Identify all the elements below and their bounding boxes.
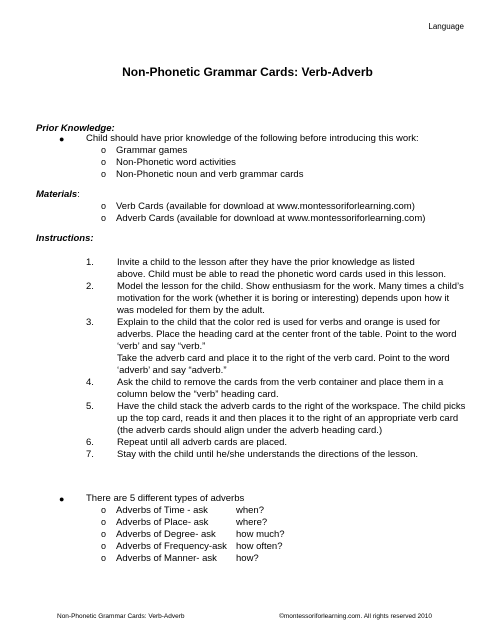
step-number: 2.	[86, 281, 94, 292]
adverb-type-label: Adverbs of Frequency-ask	[116, 541, 227, 552]
materials-heading	[36, 189, 80, 200]
adverb-type-label: Adverbs of Time - ask	[116, 505, 208, 516]
adverb-type-label: Adverbs of Place- ask	[116, 517, 209, 528]
circle-bullet-icon: o	[101, 505, 107, 515]
materials-heading-colon: :	[77, 189, 80, 200]
step-number: 4.	[86, 377, 94, 388]
adverb-type-question: how?	[236, 553, 259, 564]
materials-heading-text: Materials	[36, 189, 78, 200]
instruction-step	[117, 437, 467, 449]
instruction-step	[117, 257, 467, 281]
step-line: Repeat until all adverb cards are placed.	[117, 437, 288, 448]
instructions-heading: Instructions:	[36, 233, 94, 244]
circle-bullet-icon: o	[101, 553, 107, 563]
step-line: was modeled for them by the adult.	[117, 305, 265, 316]
step-line: Model the lesson for the child. Show enthusiasm for the work. Many times a child’s	[117, 281, 464, 292]
list-item: Grammar games	[116, 145, 188, 156]
step-line: up the top card, reads it and then places it to the right of an appropriate verb card	[117, 413, 459, 424]
list-item: Adverb Cards (available for download at www.montessoriforlearning.com)	[116, 213, 426, 224]
step-number: 6.	[86, 437, 94, 448]
footer-copyright: ©montessoriforlearning.com. All rights reserved 2010	[279, 613, 432, 620]
instruction-step	[117, 401, 467, 437]
circle-bullet-icon: o	[101, 529, 107, 539]
adverb-type-label: Adverbs of Manner- ask	[116, 553, 217, 564]
step-line: adverbs. Place the heading card at the center front of the table. Point to the word	[117, 329, 457, 340]
circle-bullet-icon: o	[101, 213, 107, 223]
circle-bullet-icon: o	[101, 145, 107, 155]
instruction-step	[117, 377, 467, 401]
adverbs-intro: There are 5 different types of adverbs	[86, 493, 245, 504]
circle-bullet-icon: o	[101, 169, 107, 179]
adverb-type-question: how much?	[236, 529, 285, 540]
adverb-type-label: Adverbs of Degree- ask	[116, 529, 216, 540]
step-line: ‘verb’ and say “verb.”	[117, 341, 206, 352]
adverb-type-question: how often?	[236, 541, 283, 552]
step-line: Take the adverb card and place it to the right of the verb card. Point to the word	[117, 353, 450, 364]
step-number: 7.	[86, 449, 94, 460]
step-line: Have the child stack the adverb cards to the right of the workspace. The child picks	[117, 401, 466, 412]
adverb-type-question: where?	[236, 517, 268, 528]
prior-knowledge-heading: Prior Knowledge:	[36, 123, 115, 134]
page-title: Non-Phonetic Grammar Cards: Verb-Adverb	[122, 65, 373, 79]
step-number: 5.	[86, 401, 94, 412]
step-line: above. Child must be able to read the phonetic word cards used in this lesson.	[117, 269, 446, 280]
footer-title: Non-Phonetic Grammar Cards: Verb-Adverb	[57, 613, 185, 620]
prior-knowledge-intro: Child should have prior knowledge of the following before introducing this work:	[86, 133, 419, 144]
instruction-step	[117, 449, 467, 461]
step-line: Stay with the child until he/she understands the directions of the lesson.	[117, 449, 419, 460]
list-item: Verb Cards (available for download at www.montessoriforlearning.com)	[116, 201, 415, 212]
step-line: Invite a child to the lesson after they have the prior knowledge as listed	[117, 257, 415, 268]
section-label: Language	[428, 22, 464, 31]
step-line: column below the “verb” heading card.	[117, 389, 279, 400]
circle-bullet-icon: o	[101, 201, 107, 211]
step-line: motivation for the work (whether it is boring or interesting) depends upon how it	[117, 293, 450, 304]
instruction-step	[117, 281, 467, 317]
circle-bullet-icon: o	[101, 517, 107, 527]
step-line: (the adverb cards should align under the adverb heading card.)	[117, 425, 383, 436]
circle-bullet-icon: o	[101, 541, 107, 551]
instruction-step	[117, 317, 467, 377]
adverb-type-question: when?	[236, 505, 264, 516]
list-item: Non-Phonetic word activities	[116, 157, 236, 168]
step-number: 1.	[86, 257, 94, 268]
bullet-icon: ●	[59, 134, 65, 144]
list-item: Non-Phonetic noun and verb grammar cards	[116, 169, 304, 180]
step-line: Ask the child to remove the cards from the verb container and place them in a	[117, 377, 444, 388]
bullet-icon: ●	[59, 494, 65, 504]
step-line: ‘adverb’ and say “adverb.”	[117, 365, 227, 376]
circle-bullet-icon: o	[101, 157, 107, 167]
step-line: Explain to the child that the color red is used for verbs and orange is used for	[117, 317, 441, 328]
step-number: 3.	[86, 317, 94, 328]
